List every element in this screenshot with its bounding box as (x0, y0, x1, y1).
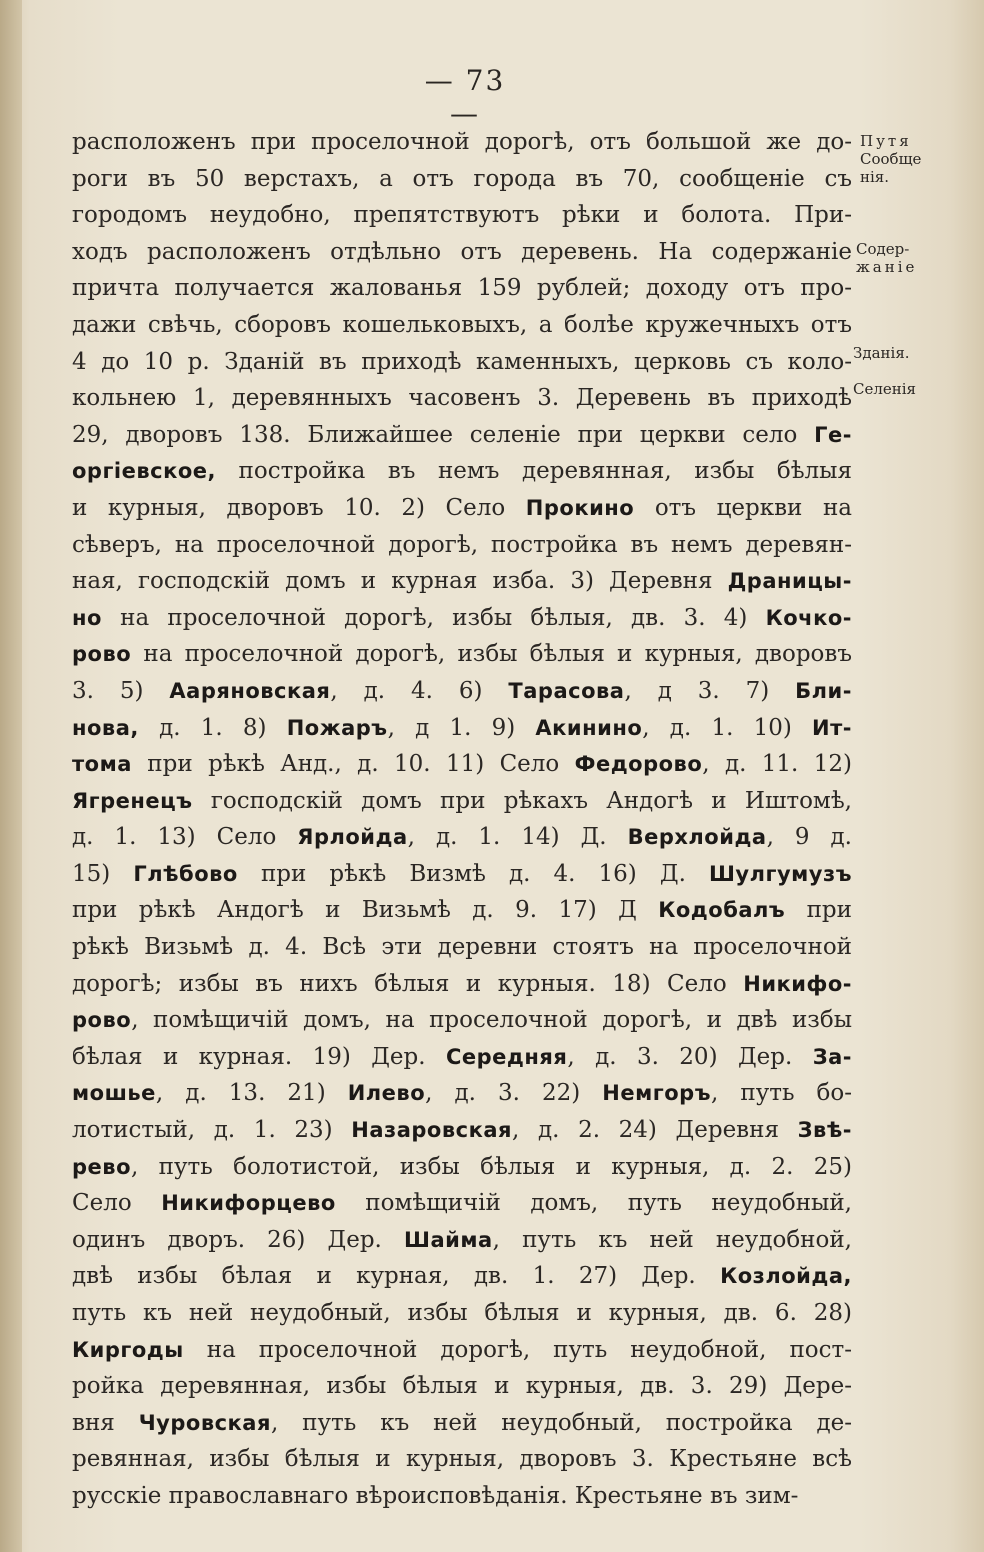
text-line (72, 819, 852, 856)
text-run: при рѣкѣ Визмѣ д. 4. 16) Д. (237, 860, 709, 887)
text-run: , д. 3. 22) (425, 1080, 603, 1107)
text-run: , д. 2. 24) Деревня (512, 1117, 798, 1144)
place-name: За- (812, 1044, 852, 1069)
text-line (72, 1222, 852, 1259)
margin-note-settlements (853, 380, 916, 398)
text-line (72, 380, 852, 417)
text-run: при рѣкѣ Анд., д. 10. 11) Село (131, 751, 575, 778)
place-name: Киргоды (72, 1337, 184, 1362)
text-line (72, 344, 852, 381)
place-name: мошье (72, 1081, 156, 1106)
text-line (72, 636, 852, 673)
text-run: причта получается жалованья 159 рублей; доходу отъ про- (72, 275, 852, 302)
place-name: Чуровская (138, 1410, 271, 1435)
text-line (72, 1405, 852, 1442)
text-run: , 9 д. (766, 824, 852, 851)
text-line (72, 417, 852, 454)
place-name: Драницы- (727, 569, 852, 594)
text-line (72, 307, 852, 344)
text-run: , путь къ ней неудобный, постройка де- (270, 1409, 852, 1436)
text-line (72, 1112, 852, 1149)
text-run: рѣкѣ Визьмѣ д. 4. Всѣ эти деревни стоятъ на проселочной (72, 934, 852, 961)
text-run: , д. 1. 10) (642, 714, 813, 741)
place-name: рево (72, 1154, 131, 1179)
text-line (72, 1478, 852, 1515)
margin-note-line: Сообще (860, 150, 922, 168)
text-run: кольнею 1, деревянныхъ часовенъ 3. Деревень въ приходѣ (72, 385, 852, 412)
text-run: , путь къ ней неудобной, (492, 1226, 852, 1253)
margin-note-line: Зданія. (853, 344, 910, 362)
text-run: д. 1. 13) Село (72, 824, 298, 851)
place-name: Назаровская (351, 1118, 513, 1143)
place-name: Ге- (814, 422, 852, 447)
place-name: но (72, 605, 102, 630)
text-run: на проселочной дорогѣ, избы бѣлыя, дв. 3. 4) (101, 604, 766, 631)
text-run: при рѣкѣ Андогѣ и Визьмѣ д. 9. 17) Д (72, 897, 659, 924)
text-line (72, 1149, 852, 1186)
place-name: Федорово (574, 752, 703, 777)
place-name: тома (72, 752, 132, 777)
text-line (72, 1332, 852, 1369)
text-run: ревянная, избы бѣлыя и курныя, дворовъ 3. Крестьяне всѣ (72, 1446, 852, 1473)
place-name: Кочко- (765, 605, 852, 630)
place-name: Верхлойда (627, 825, 767, 850)
text-run: , д. 4. 6) (330, 677, 509, 704)
text-run: сѣверъ, на проселочной дорогѣ, постройка въ немъ деревян- (72, 531, 852, 558)
text-line (72, 270, 852, 307)
place-name: Ит- (812, 715, 852, 740)
text-line (72, 563, 852, 600)
text-line (72, 490, 852, 527)
place-name: Середняя (445, 1044, 568, 1069)
text-run: на проселочной дорогѣ, путь неудобной, пост- (183, 1336, 852, 1363)
text-line (72, 929, 852, 966)
text-line (72, 600, 852, 637)
text-line (72, 746, 852, 783)
text-line (72, 1441, 852, 1478)
text-run: , д. 3. 20) Дер. (567, 1043, 813, 1070)
text-line (72, 1075, 852, 1112)
place-name: Тарасова (508, 678, 625, 703)
text-line (72, 1002, 852, 1039)
text-run: постройка въ немъ деревянная, избы бѣлыя (216, 458, 852, 485)
text-run: путь къ ней неудобный, избы бѣлыя и курныя, дв. 6. 28) (72, 1300, 852, 1326)
text-run: Село (72, 1190, 162, 1217)
text-run: , помѣщичій домъ, на проселочной дорогѣ, и двѣ избы (131, 1007, 852, 1034)
text-run: ходъ расположенъ отдѣльно отъ деревень. На содержаніе (72, 238, 852, 265)
text-line (72, 856, 852, 893)
text-line (72, 1295, 852, 1332)
place-name: Козлойда, (720, 1264, 852, 1289)
text-run: на проселочной дорогѣ, избы бѣлыя и курныя, дворовъ (131, 641, 852, 668)
text-run: , д. 1. 14) Д. (407, 824, 628, 851)
text-run: д. 1. 8) (138, 714, 287, 741)
margin-note-line: жаніе (856, 258, 918, 276)
place-name: Акинино (535, 715, 643, 740)
margin-note-roads (860, 132, 921, 186)
place-name: рово (72, 642, 132, 667)
margin-note-line: Содер- (856, 240, 910, 258)
text-run: 15) (72, 860, 134, 887)
text-run: роги въ 50 верстахъ, а отъ города въ 70, сообщеніе съ (72, 165, 852, 192)
text-run: ройка деревянная, избы бѣлыя и курныя, дв. 3. 29) Дере- (72, 1373, 852, 1400)
text-run: помѣщичій домъ, путь неудобный, (335, 1190, 852, 1217)
margin-note-line: нія. (860, 168, 890, 186)
text-run: городомъ неудобно, препятствуютъ рѣки и болота. При- (72, 202, 852, 229)
text-line (72, 892, 852, 929)
text-run: дажи свѣчь, сборовъ кошельковыхъ, а болѣе кружечныхъ отъ (72, 311, 852, 338)
place-name: Прокино (525, 495, 635, 520)
text-run: 3. 5) (72, 677, 170, 704)
text-line (72, 1258, 852, 1295)
place-name: Пожаръ (286, 715, 388, 740)
text-run: 29, дворовъ 138. Ближайшее селеніе при церкви село (72, 421, 815, 448)
text-run: двѣ избы бѣлая и курная, дв. 1. 27) Дер. (72, 1263, 721, 1290)
page-number: — 73 — (424, 64, 506, 130)
place-name: Илево (347, 1081, 426, 1106)
place-name: Никифо- (743, 971, 852, 996)
text-run: , д. 13. 21) (155, 1080, 348, 1107)
place-name: Никифорцево (161, 1191, 336, 1216)
place-name: Глѣбово (133, 861, 238, 886)
text-run: лотистый, д. 1. 23) (72, 1117, 352, 1144)
text-line (72, 783, 852, 820)
text-line (72, 161, 852, 198)
margin-note-line: Путя (860, 132, 912, 150)
text-line (72, 710, 852, 747)
margin-note-buildings (853, 344, 910, 362)
text-run: господскій домъ при рѣкахъ Андогѣ и Иштомѣ, (192, 787, 852, 814)
page-binding-edge (0, 0, 22, 1552)
text-run: , д. 11. 12) (702, 751, 852, 778)
text-run: ная, господскій домъ и курная изба. 3) Деревня (72, 568, 728, 595)
place-name: Кодобалъ (658, 898, 786, 923)
text-run: 4 до 10 р. Зданій въ приходѣ каменныхъ, церковь съ коло- (72, 348, 852, 375)
text-line (72, 527, 852, 564)
place-name: нова, (72, 715, 139, 740)
text-line (72, 1368, 852, 1405)
text-run: дорогѣ; избы въ нихъ бѣлыя и курныя. 18) Село (72, 970, 744, 997)
text-run: бѣлая и курная. 19) Дер. (72, 1043, 446, 1070)
text-run: и курныя, дворовъ 10. 2) Село (72, 494, 526, 521)
place-name: Шулгумузъ (708, 861, 852, 886)
text-line (72, 1185, 852, 1222)
text-line (72, 197, 852, 234)
text-line (72, 1039, 852, 1076)
place-name: Ааряновская (169, 678, 331, 703)
text-line (72, 673, 852, 710)
place-name: Ярлойда (297, 825, 408, 850)
text-run: , д 1. 9) (387, 714, 536, 741)
place-name: Немгоръ (602, 1081, 711, 1106)
body-text (72, 124, 852, 1515)
text-line (72, 966, 852, 1003)
text-run: одинъ дворъ. 26) Дер. (72, 1226, 404, 1253)
text-run: , путь болотистой, избы бѣлыя и курныя, д. 2. 25) (131, 1153, 852, 1180)
text-run: вня (72, 1409, 139, 1436)
place-name: Звѣ- (797, 1118, 852, 1143)
place-name: Ягренецъ (72, 788, 193, 813)
text-run: при (785, 897, 852, 924)
text-line (72, 453, 852, 490)
margin-note-maintenance (856, 240, 917, 276)
text-run: , д 3. 7) (624, 677, 796, 704)
place-name: Шайма (404, 1227, 493, 1252)
margin-note-line: Селенія (853, 380, 917, 398)
place-name: оргіевское, (72, 459, 217, 484)
text-run: русскіе православнаго вѣроисповѣданія. Крестьяне въ зим- (72, 1482, 799, 1509)
text-run: , путь бо- (711, 1080, 852, 1107)
text-run: отъ церкви на (634, 494, 852, 521)
text-line (72, 124, 852, 161)
place-name: Бли- (795, 678, 852, 703)
text-run: расположенъ при проселочной дорогѣ, отъ большой же до- (72, 129, 852, 155)
place-name: рово (72, 1008, 132, 1033)
text-line (72, 234, 852, 271)
